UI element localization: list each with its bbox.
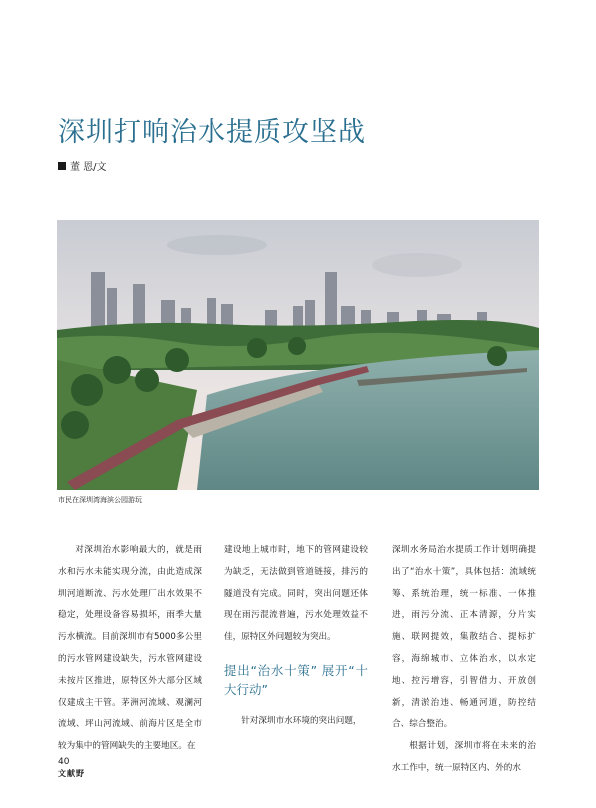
paragraph: 对深圳治水影响最大的，就是雨水和污水未能实现分流，由此造成深圳河道断流、污水处理厂出水效果不稳定，处理设备容易损坏，雨季大量污水横流。目前深圳市有5000多公里的污水管网建设缺失，污水管网建设未按片区推进，原特区外大部分区域仅建成主干管。茅洲河流域、观澜河流域、坪山河流域、前海片区是全市较为集中的管网缺失的主要地区。在 — [58, 545, 202, 752]
publication-name: 文献野 — [58, 769, 85, 778]
photo-illustration — [57, 220, 539, 490]
byline — [58, 158, 107, 173]
byline-square-icon — [58, 162, 66, 170]
paragraph: 深圳水务局治水提质工作计划明确提出了“治水十策”，具体包括：流域统筹、系统治理，统一标准、一体推进，雨污分流、正本清源，分片实施、联网提效，集散结合、提标扩容，海绵城市、立体治水，以水定地、控污增容，引智借力、开放创新，清淤治违、畅通河道，防控结合、综合整治。 — [392, 545, 536, 730]
photo-caption: 市民在深圳湾海滨公园游玩 — [58, 496, 142, 504]
text-column-3 — [392, 540, 536, 780]
section-subhead: 提出“治水十策” 展开“十大行动” — [224, 662, 368, 697]
article-title: 深圳打响治水提质攻坚战 — [58, 117, 366, 148]
page-number: 40 — [58, 757, 70, 767]
paragraph: 根据计划，深圳市将在未来的治水工作中，统一原特区内、外的水 — [392, 741, 536, 773]
article-photo — [57, 220, 539, 490]
byline-author: 董 恩/文 — [70, 162, 107, 173]
paragraph: 针对深圳市水环境的突出问题， — [241, 715, 362, 726]
paragraph: 建设地上城市时，地下的管网建设较为缺乏，无法做到管道链接，排污的隧道没有完成。同时，突出问题还体现在雨污混流普遍，污水处理效益不佳，原特区外问题较为突出。 — [224, 545, 368, 643]
text-column-1 — [58, 540, 202, 758]
text-column-2 — [224, 540, 368, 733]
